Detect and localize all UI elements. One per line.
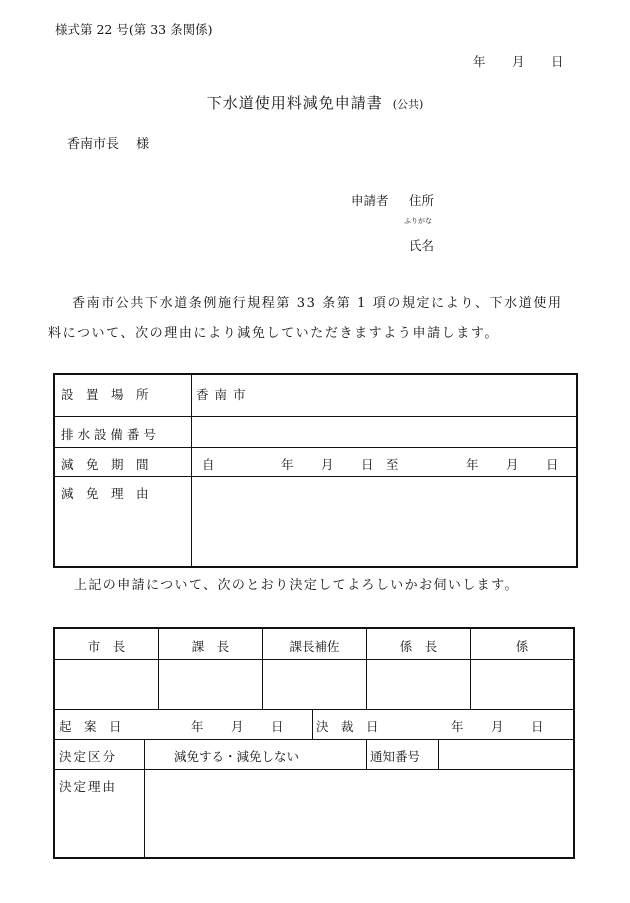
period-to-month: 月 bbox=[506, 457, 519, 472]
period-from-day: 日 bbox=[361, 457, 374, 472]
period-to-year: 年 bbox=[466, 457, 479, 472]
body-line-2: 料について、次の理由により減免していただきますよう申請します。 bbox=[48, 326, 500, 341]
header-mayor: 市 長 bbox=[87, 639, 126, 654]
applicant-label: 申請者 bbox=[351, 193, 389, 208]
period-from: 自 bbox=[202, 457, 215, 472]
stamp-box-subsection-chief[interactable] bbox=[367, 660, 470, 709]
addressee: 香南市長 様 bbox=[67, 137, 150, 152]
approval-table-column-divider bbox=[312, 709, 313, 739]
period-to-day: 日 bbox=[546, 457, 559, 472]
address-label: 住所 bbox=[409, 193, 435, 208]
title-sub: (公共) bbox=[392, 98, 424, 111]
decision-reason-label: 決定理由 bbox=[59, 779, 118, 794]
furigana-label: ふりがな bbox=[404, 217, 432, 225]
date-day: 日 bbox=[551, 54, 564, 69]
notice-number-label: 通知番号 bbox=[370, 749, 421, 764]
form-number: 様式第 22 号(第 33 条関係) bbox=[55, 22, 213, 37]
title-main: 下水道使用料減免申請書 bbox=[206, 94, 383, 112]
drafted-year: 年 bbox=[191, 719, 204, 734]
header-subsection-chief: 係 長 bbox=[399, 639, 438, 654]
approval-table-column-divider bbox=[438, 739, 439, 769]
date-year: 年 bbox=[473, 54, 486, 69]
period-from-month: 月 bbox=[321, 457, 334, 472]
header-staff: 係 bbox=[515, 639, 529, 654]
application-table-row-divider bbox=[55, 447, 576, 448]
body-line-1: 香南市公共下水道条例施行規程第 33 条第 1 項の規定により、下水道使用 bbox=[72, 296, 563, 311]
approval-table-column-divider bbox=[366, 739, 367, 769]
application-table-row-divider bbox=[55, 476, 576, 477]
period-label: 減 免 期 間 bbox=[61, 457, 149, 472]
location-label: 設 置 場 所 bbox=[61, 387, 149, 402]
drafted-day: 日 bbox=[271, 719, 284, 734]
approval-table-row-divider bbox=[55, 769, 573, 770]
drafted-month: 月 bbox=[231, 719, 244, 734]
decision-category-label: 決定区分 bbox=[59, 749, 118, 764]
decision-options[interactable]: 減免する・減免しない bbox=[174, 749, 300, 764]
approval-table-column-divider bbox=[144, 739, 145, 857]
stamp-box-staff[interactable] bbox=[471, 660, 573, 709]
period-from-year: 年 bbox=[281, 457, 294, 472]
stamp-box-section-chief[interactable] bbox=[159, 660, 262, 709]
approval-table bbox=[53, 627, 575, 859]
application-table-row-divider bbox=[55, 416, 576, 417]
reason-label: 減 免 理 由 bbox=[61, 486, 149, 501]
location-value[interactable]: 香 南 市 bbox=[196, 387, 247, 402]
approval-table-row-divider bbox=[55, 709, 573, 710]
drainage-label: 排 水 設 備 番 号 bbox=[61, 427, 156, 442]
name-label: 氏名 bbox=[409, 238, 435, 253]
decided-date-label: 決 裁 日 bbox=[316, 719, 379, 734]
approval-table-row-divider bbox=[55, 739, 573, 740]
decided-month: 月 bbox=[491, 719, 504, 734]
header-deputy-section-chief: 課長補佐 bbox=[289, 639, 340, 654]
date-month: 月 bbox=[512, 54, 525, 69]
stamp-box-mayor[interactable] bbox=[55, 660, 158, 709]
application-table-column-divider bbox=[191, 375, 192, 566]
stamp-box-deputy-section-chief[interactable] bbox=[263, 660, 366, 709]
decided-year: 年 bbox=[451, 719, 464, 734]
period-to: 至 bbox=[386, 457, 399, 472]
decided-day: 日 bbox=[531, 719, 544, 734]
drafted-date-label: 起 案 日 bbox=[59, 719, 122, 734]
header-section-chief: 課 長 bbox=[191, 639, 230, 654]
document-title bbox=[0, 92, 630, 113]
approval-request-text: 上記の申請について、次のとおり決定してよろしいかお伺いします。 bbox=[74, 578, 519, 593]
application-table bbox=[53, 373, 578, 568]
